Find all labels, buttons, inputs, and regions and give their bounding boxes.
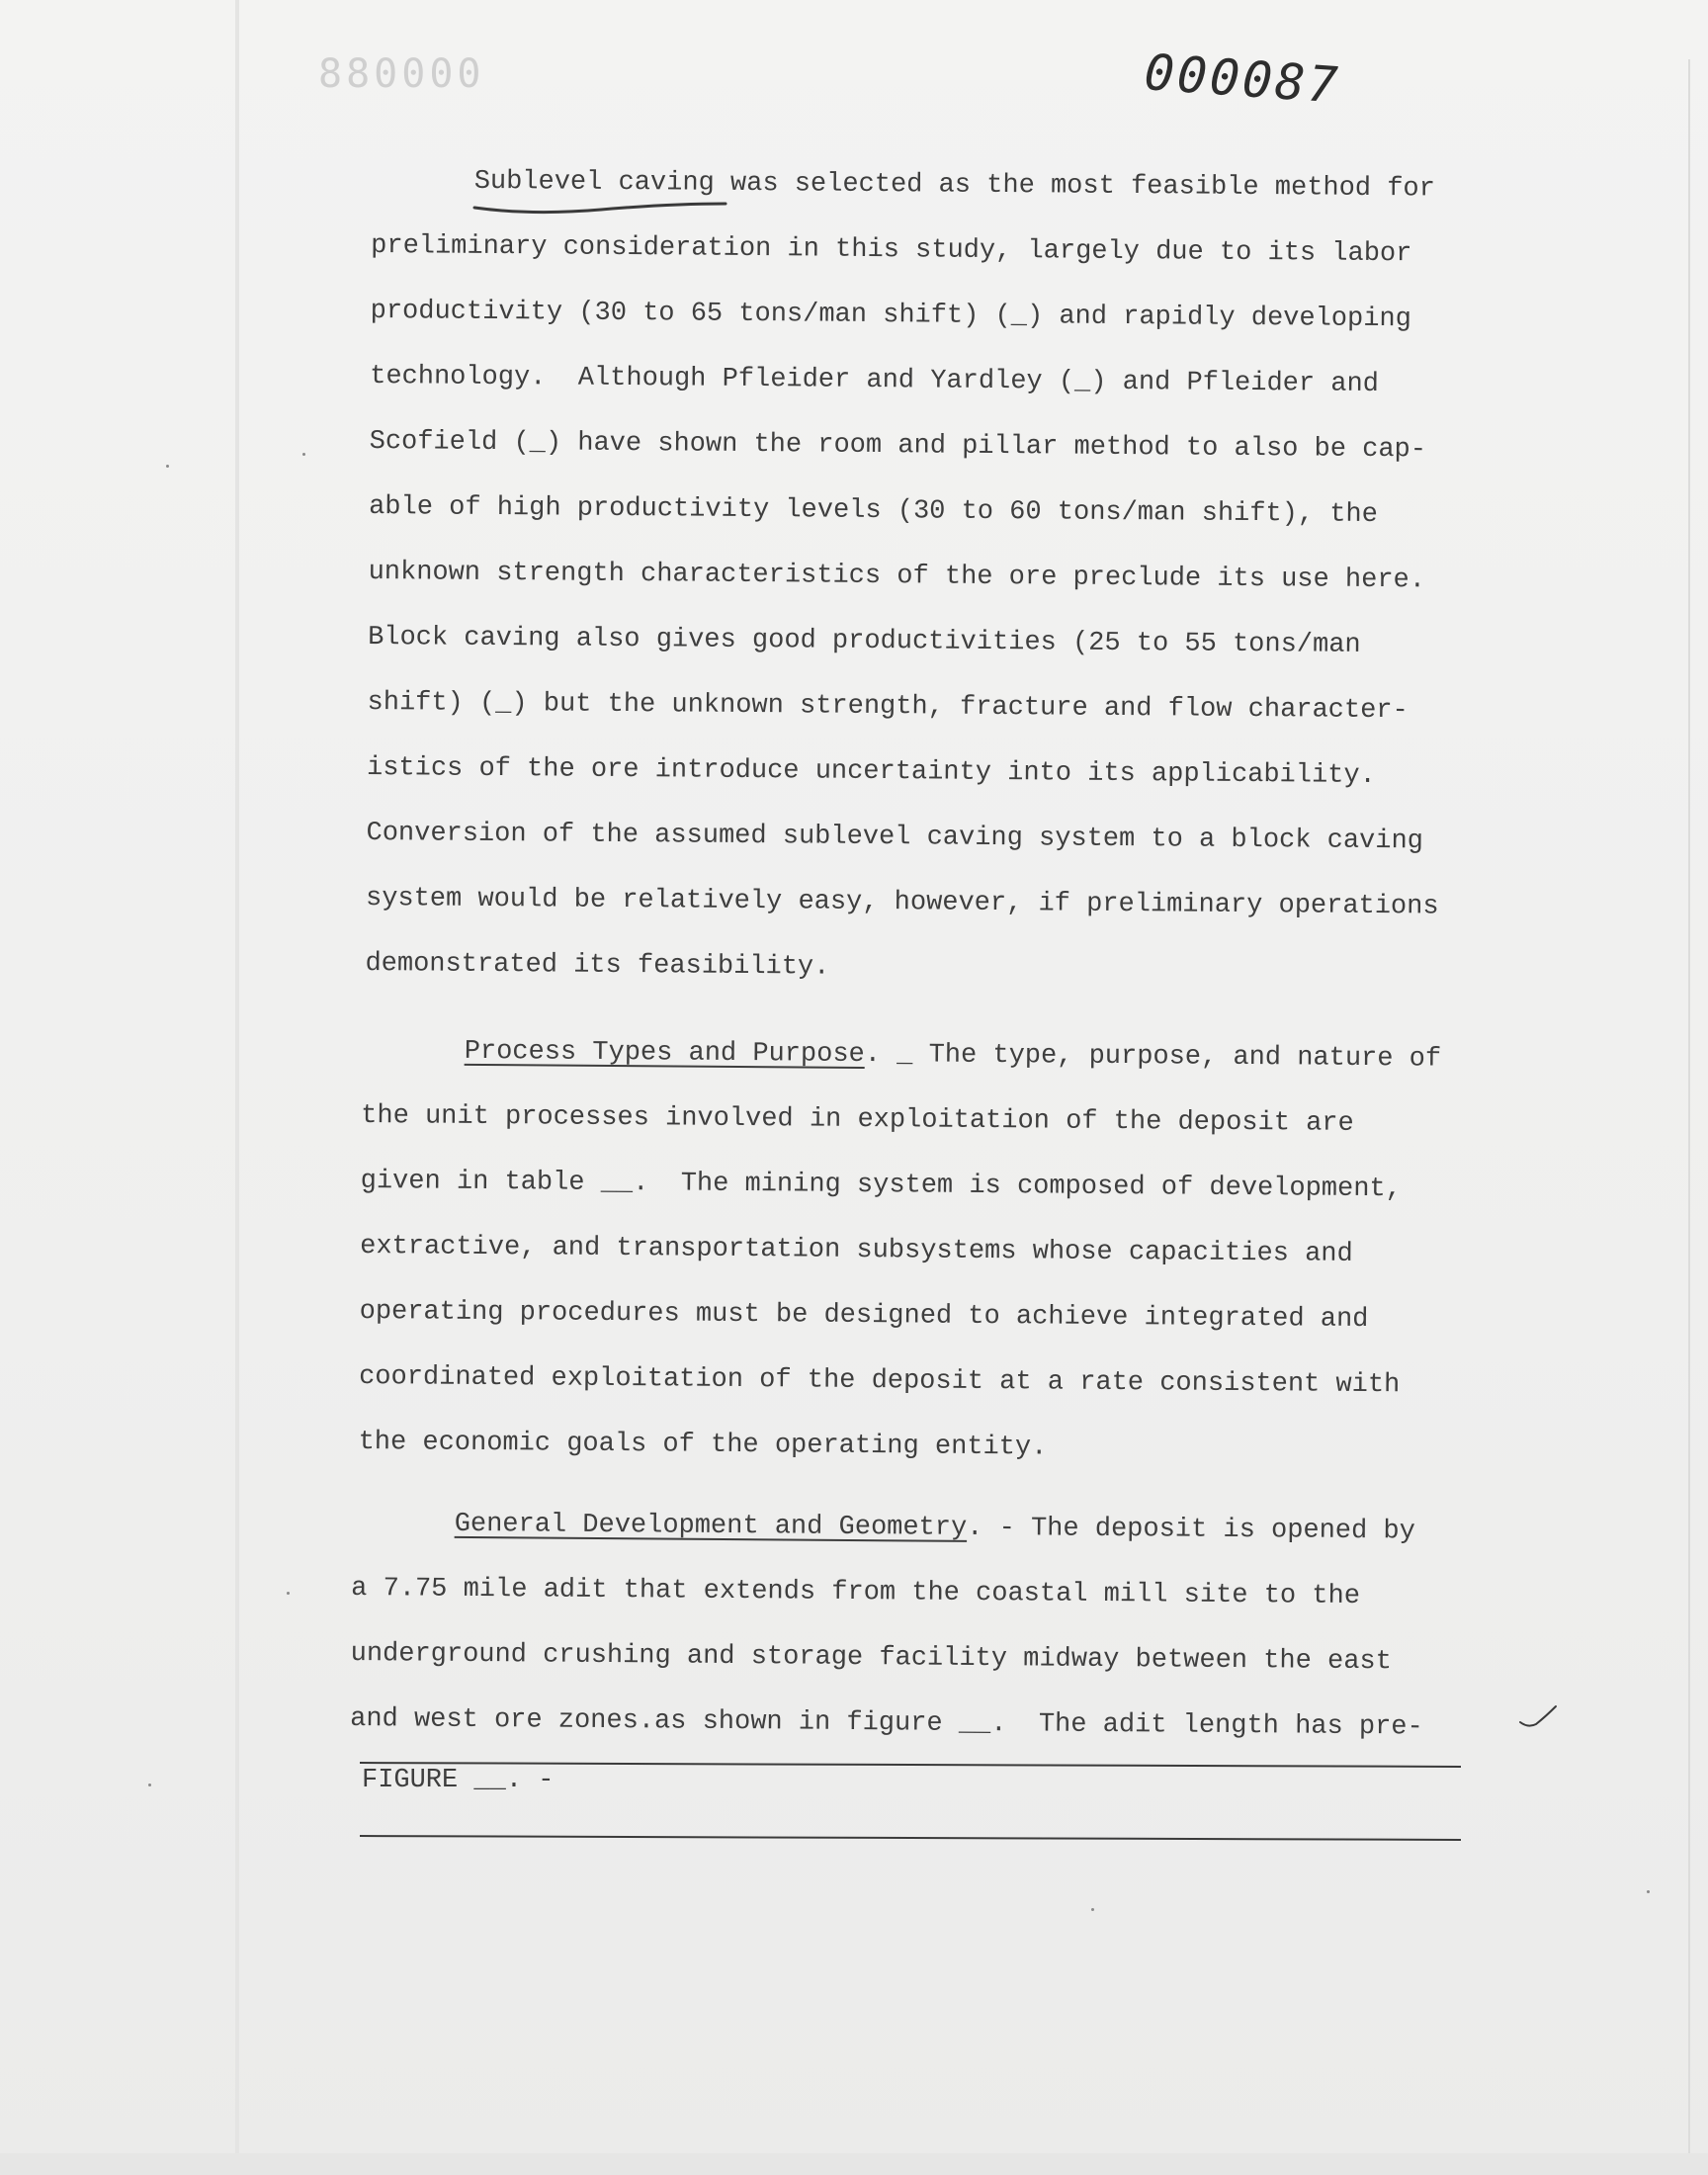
text-line: Conversion of the assumed sublevel caving system to a block caving [366,818,1424,857]
text-line: preliminary consideration in this study, largely due to its labor [371,230,1412,270]
speck [1091,1908,1094,1911]
text-line: given in table __. The mining system is composed of development, [360,1166,1402,1205]
text-line: demonstrated its feasibility. [365,948,830,983]
section-heading-process-types: Process Types and Purpose [464,1036,865,1070]
figure-caption: FIGURE __. - [362,1766,555,1795]
heading-line [361,1018,1488,1092]
text-line: shift) (_) but the unknown strength, fracture and flow character- [367,687,1409,727]
page-bottom-edge [0,2153,1708,2175]
page-number: 000087 [1142,44,1343,115]
text-line: the unit processes involved in exploitation of the deposit are [361,1100,1354,1139]
text-line: Block caving also gives good productivities (25 to 55 tons/man [367,622,1361,660]
text-line: technology. Although Pfleider and Yardley (_) and Pfleider and [370,361,1380,400]
paragraph-process-types [358,1018,1489,1484]
section-heading-general-development: General Development and Geometry [454,1509,968,1543]
ghost-page-number: 880000 [318,51,485,97]
text-line: system would be relatively easy, however, if preliminary operations [365,883,1439,922]
text-line: operating procedures must be designed to achieve integrated and [359,1296,1369,1336]
text-line: istics of the ore introduce uncertainty into its applicability. [366,752,1376,791]
speck [1647,1890,1650,1893]
text-line: Scofield (_) have shown the room and pillar method to also be cap- [369,426,1427,466]
text-line: productivity (30 to 65 tons/man shift) (_) and rapidly developing [370,296,1411,335]
speck [148,1784,151,1786]
text-line: underground crushing and storage facility midway between the east [350,1638,1392,1678]
checkmark-icon [1518,1702,1558,1732]
speck [287,1592,290,1595]
text-line: able of high productivity levels (30 to 60 tons/man shift), the [369,491,1379,531]
page-right-edge [1688,59,1690,2175]
text-line: and west ore zones.as shown in figure __. The adit length has pre- [350,1703,1423,1743]
text-line: coordinated exploitation of the deposit at a rate consistent with [359,1361,1401,1401]
heading-suffix: . _ The type, purpose, and nature of [864,1039,1442,1075]
heading-line [351,1491,1478,1565]
text-line: extractive, and transportation subsystems whose capacities and [360,1231,1353,1269]
text-line: the economic goals of the operating entity. [358,1427,1048,1463]
speck [302,453,305,456]
text-line: a 7.75 mile adit that extends from the coastal mill site to the [351,1573,1361,1612]
speck [166,465,169,468]
text-line: Sublevel caving was selected as the most feasible method for [473,166,1435,205]
paragraph-general-development [350,1491,1479,1761]
text-line: unknown strength characteristics of the ore preclude its use here. [368,557,1426,596]
handwritten-underline [472,194,729,218]
paragraph-sublevel-caving [365,148,1498,1005]
page-shadow-edge [235,0,239,2155]
heading-suffix: . - The deposit is opened by [967,1513,1415,1547]
